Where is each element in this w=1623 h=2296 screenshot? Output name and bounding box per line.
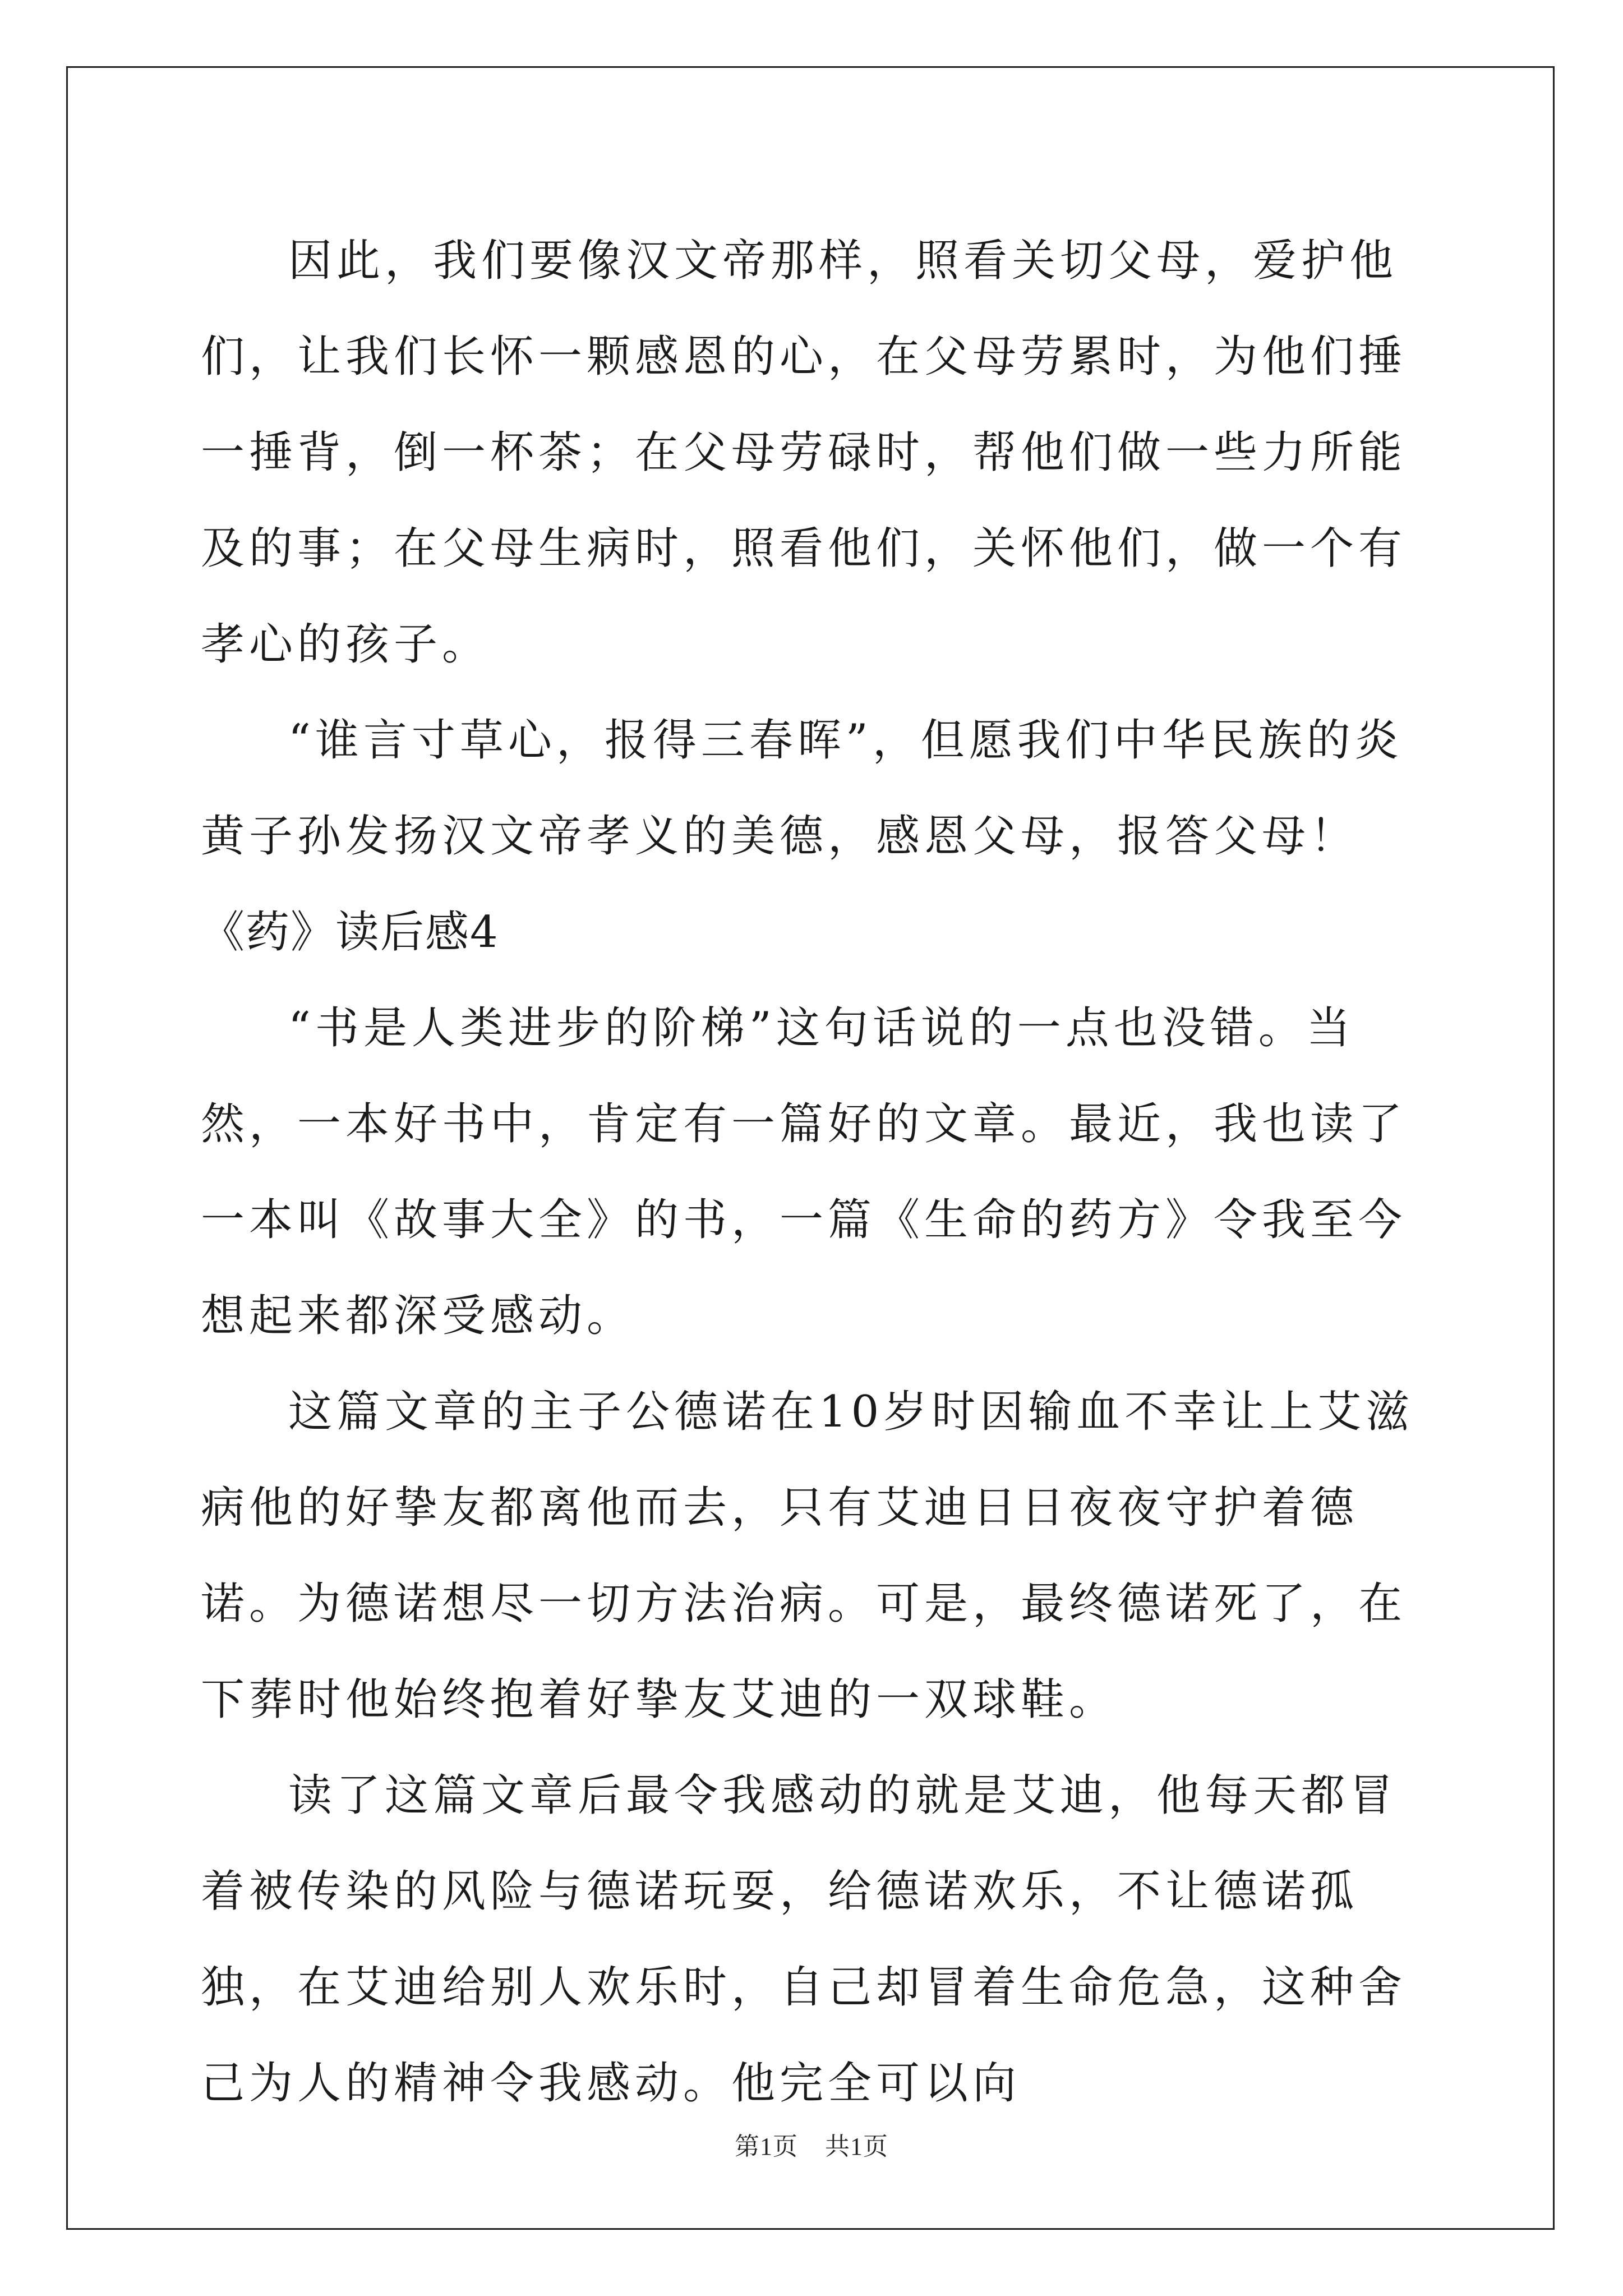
paragraph: 因此，我们要像汉文帝那样，照看关切父母，爱护他们，让我们长怀一颗感恩的心，在父母劳累时，为他们捶一捶背，倒一杯茶；在父母劳碌时，帮他们做一些力所能及的事；在父母生病时，照看他们，关怀他们，做一个有孝心的孩子。 (201, 236, 1407, 670)
document-body (201, 213, 1435, 2132)
paragraph: “书是人类进步的阶梯”这句话说的一点也没错。当然，一本好书中，肯定有一篇好的文章。最近，我也读了一本叫《故事大全》的书，一篇《生命的药方》令我至今想起来都深受感动。 (201, 1003, 1407, 1341)
page-number: 第1页 (735, 2133, 798, 2160)
page-footer (0, 2126, 1623, 2162)
section-heading: 《药》读后感4 (201, 907, 499, 958)
paragraph: 这篇文章的主子公德诺在10岁时因输血不幸让上艾滋病他的好挚友都离他而去，只有艾迪日日夜夜守护着德诺。为德诺想尽一切方法治病。可是，最终德诺死了，在下葬时他始终抱着好挚友艾迪的一双球鞋。 (201, 1387, 1414, 1725)
paragraph: “谁言寸草心，报得三春晖”，但愿我们中华民族的炎黄子孙发扬汉文帝孝义的美德，感恩父母，报答父母！ (201, 715, 1403, 862)
paragraph: 读了这篇文章后最令我感动的就是艾迪，他每天都冒着被传染的风险与德诺玩耍，给德诺欢乐，不让德诺孤独，在艾迪给别人欢乐时，自己却冒着生命危急，这种舍己为人的精神令我感动。他完全可以向 (201, 1770, 1407, 2109)
page-total: 共1页 (825, 2133, 888, 2160)
